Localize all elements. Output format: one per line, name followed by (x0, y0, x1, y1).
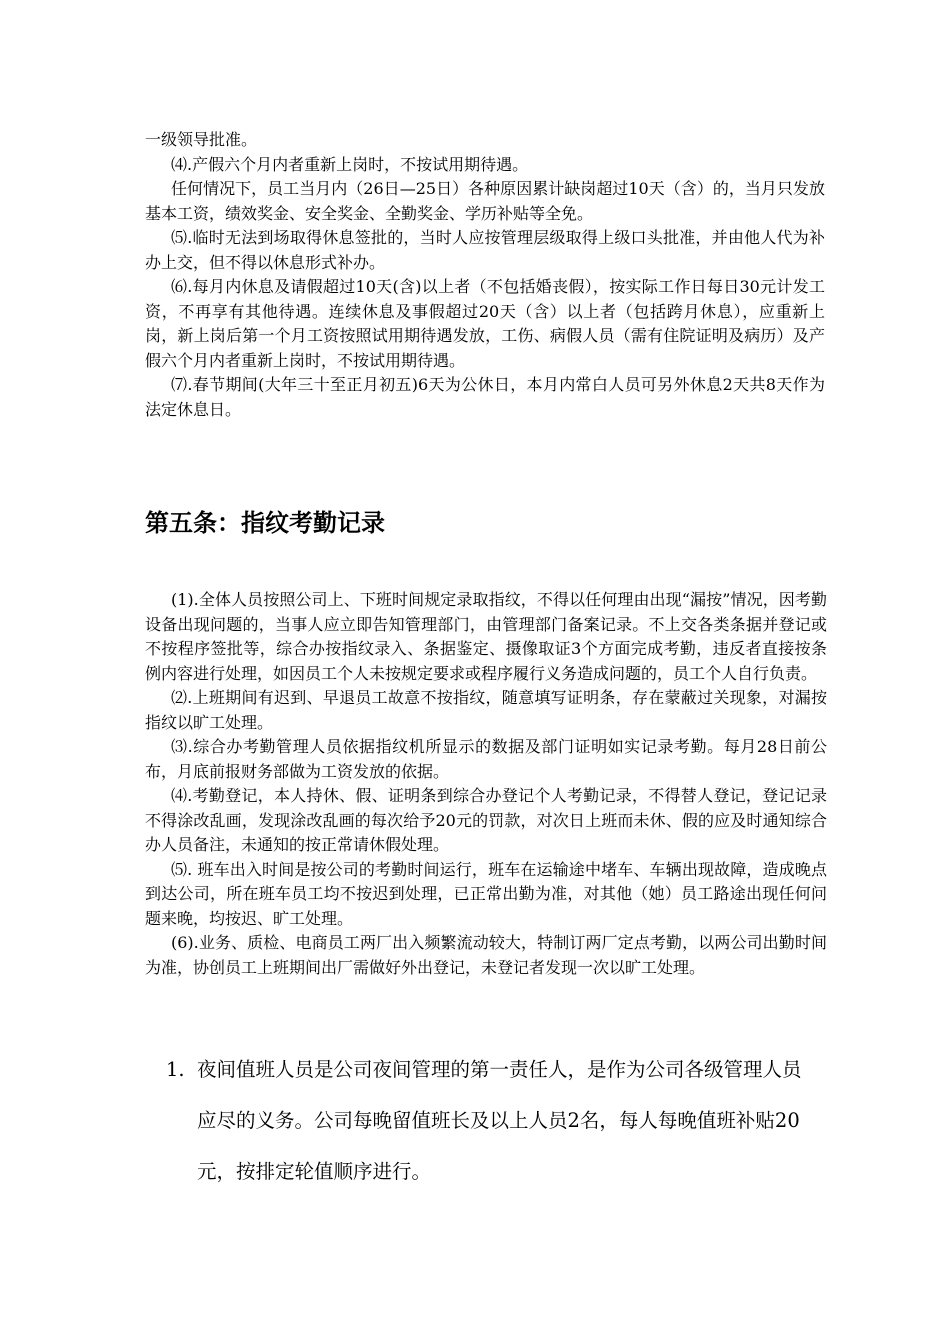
list-number: 1. (166, 1058, 185, 1081)
section-five-body (145, 588, 827, 980)
paragraph: 任何情况下，员工当月内（26日—25日）各种原因累计缺岗超过10天（含）的，当月只发放基本工资，绩效奖金、安全奖金、全勤奖金、学历补贴等全免。 (145, 179, 825, 223)
section-heading: 第五条：指纹考勤记录 (145, 509, 385, 537)
numbered-list-item (166, 1044, 820, 1197)
paragraph: ⑷.产假六个月内者重新上岗时，不按试用期待遇。 (171, 154, 529, 174)
list-item-text: 夜间值班人员是公司夜间管理的第一责任人，是作为公司各级管理人员应尽的义务。公司每晚留值班长及以上人员2名，每人每晚值班补贴20元，按排定轮值顺序进行。 (197, 1058, 802, 1183)
continuation-section (145, 128, 825, 422)
paragraph: ⑺.春节期间(大年三十至正月初五)6天为公休日，本月内常白人员可另外休息2天共8天作为法定休息日。 (145, 375, 825, 419)
paragraph: ⑶.综合办考勤管理人员依据指纹机所显示的数据及部门证明如实记录考勤。每月28日前公布，月底前报财务部做为工资发放的依据。 (145, 737, 827, 781)
paragraph: ⑵.上班期间有迟到、早退员工故意不按指纹，随意填写证明条，存在蒙蔽过关现象，对漏按指纹以旷工处理。 (145, 688, 827, 732)
paragraph: ⑷.考勤登记，本人持休、假、证明条到综合办登记个人考勤记录，不得替人登记，登记记录不得涂改乱画，发现涂改乱画的每次给予20元的罚款，对次日上班而未休、假的应及时通知综合办人员备注，未通知的按正常请休假处理。 (145, 786, 827, 854)
paragraph: ⑸. 班车出入时间是按公司的考勤时间运行，班车在运输途中堵车、车辆出现故障，造成晚点到达公司，所在班车员工均不按迟到处理，已正常出勤为准，对其他（她）员工路途出现任何问题来晚，均按迟、旷工处理。 (145, 859, 827, 928)
paragraph: (1).全体人员按照公司上、下班时间规定录取指纹，不得以任何理由出现“漏按”情况，因考勤设备出现问题的，当事人应立即告知管理部门，由管理部门备案记录。不上交各类条据并登记或不按程序签批等，综合办按指纹录入、条据鉴定、摄像取证3个方面完成考勤，违反者直接按条例内容进行处理，如因员工个人未按规定要求或程序履行义务造成问题的，员工个人自行负责。 (145, 590, 827, 683)
paragraph: 一级领导批准。 (145, 130, 258, 149)
paragraph: (6).业务、质检、电商员工两厂出入频繁流动较大，特制订两厂定点考勤，以两公司出勤时间为准，协创员工上班期间出厂需做好外出登记，未登记者发现一次以旷工处理。 (145, 933, 827, 977)
paragraph: ⑸.临时无法到场取得休息签批的，当时人应按管理层级取得上级口头批准，并由他人代为补办上交，但不得以休息形式补办。 (145, 228, 825, 272)
paragraph: ⑹.每月内休息及请假超过10天(含)以上者（不包括婚丧假），按实际工作日每日30元计发工资，不再享有其他待遇。连续休息及事假超过20天（含）以上者（包括跨月休息），应重新上岗，新上岗后第一个月工资按照试用期待遇发放，工伤、病假人员（需有住院证明及病历）及产假六个月内者重新上岗时，不按试用期待遇。 (145, 277, 825, 370)
